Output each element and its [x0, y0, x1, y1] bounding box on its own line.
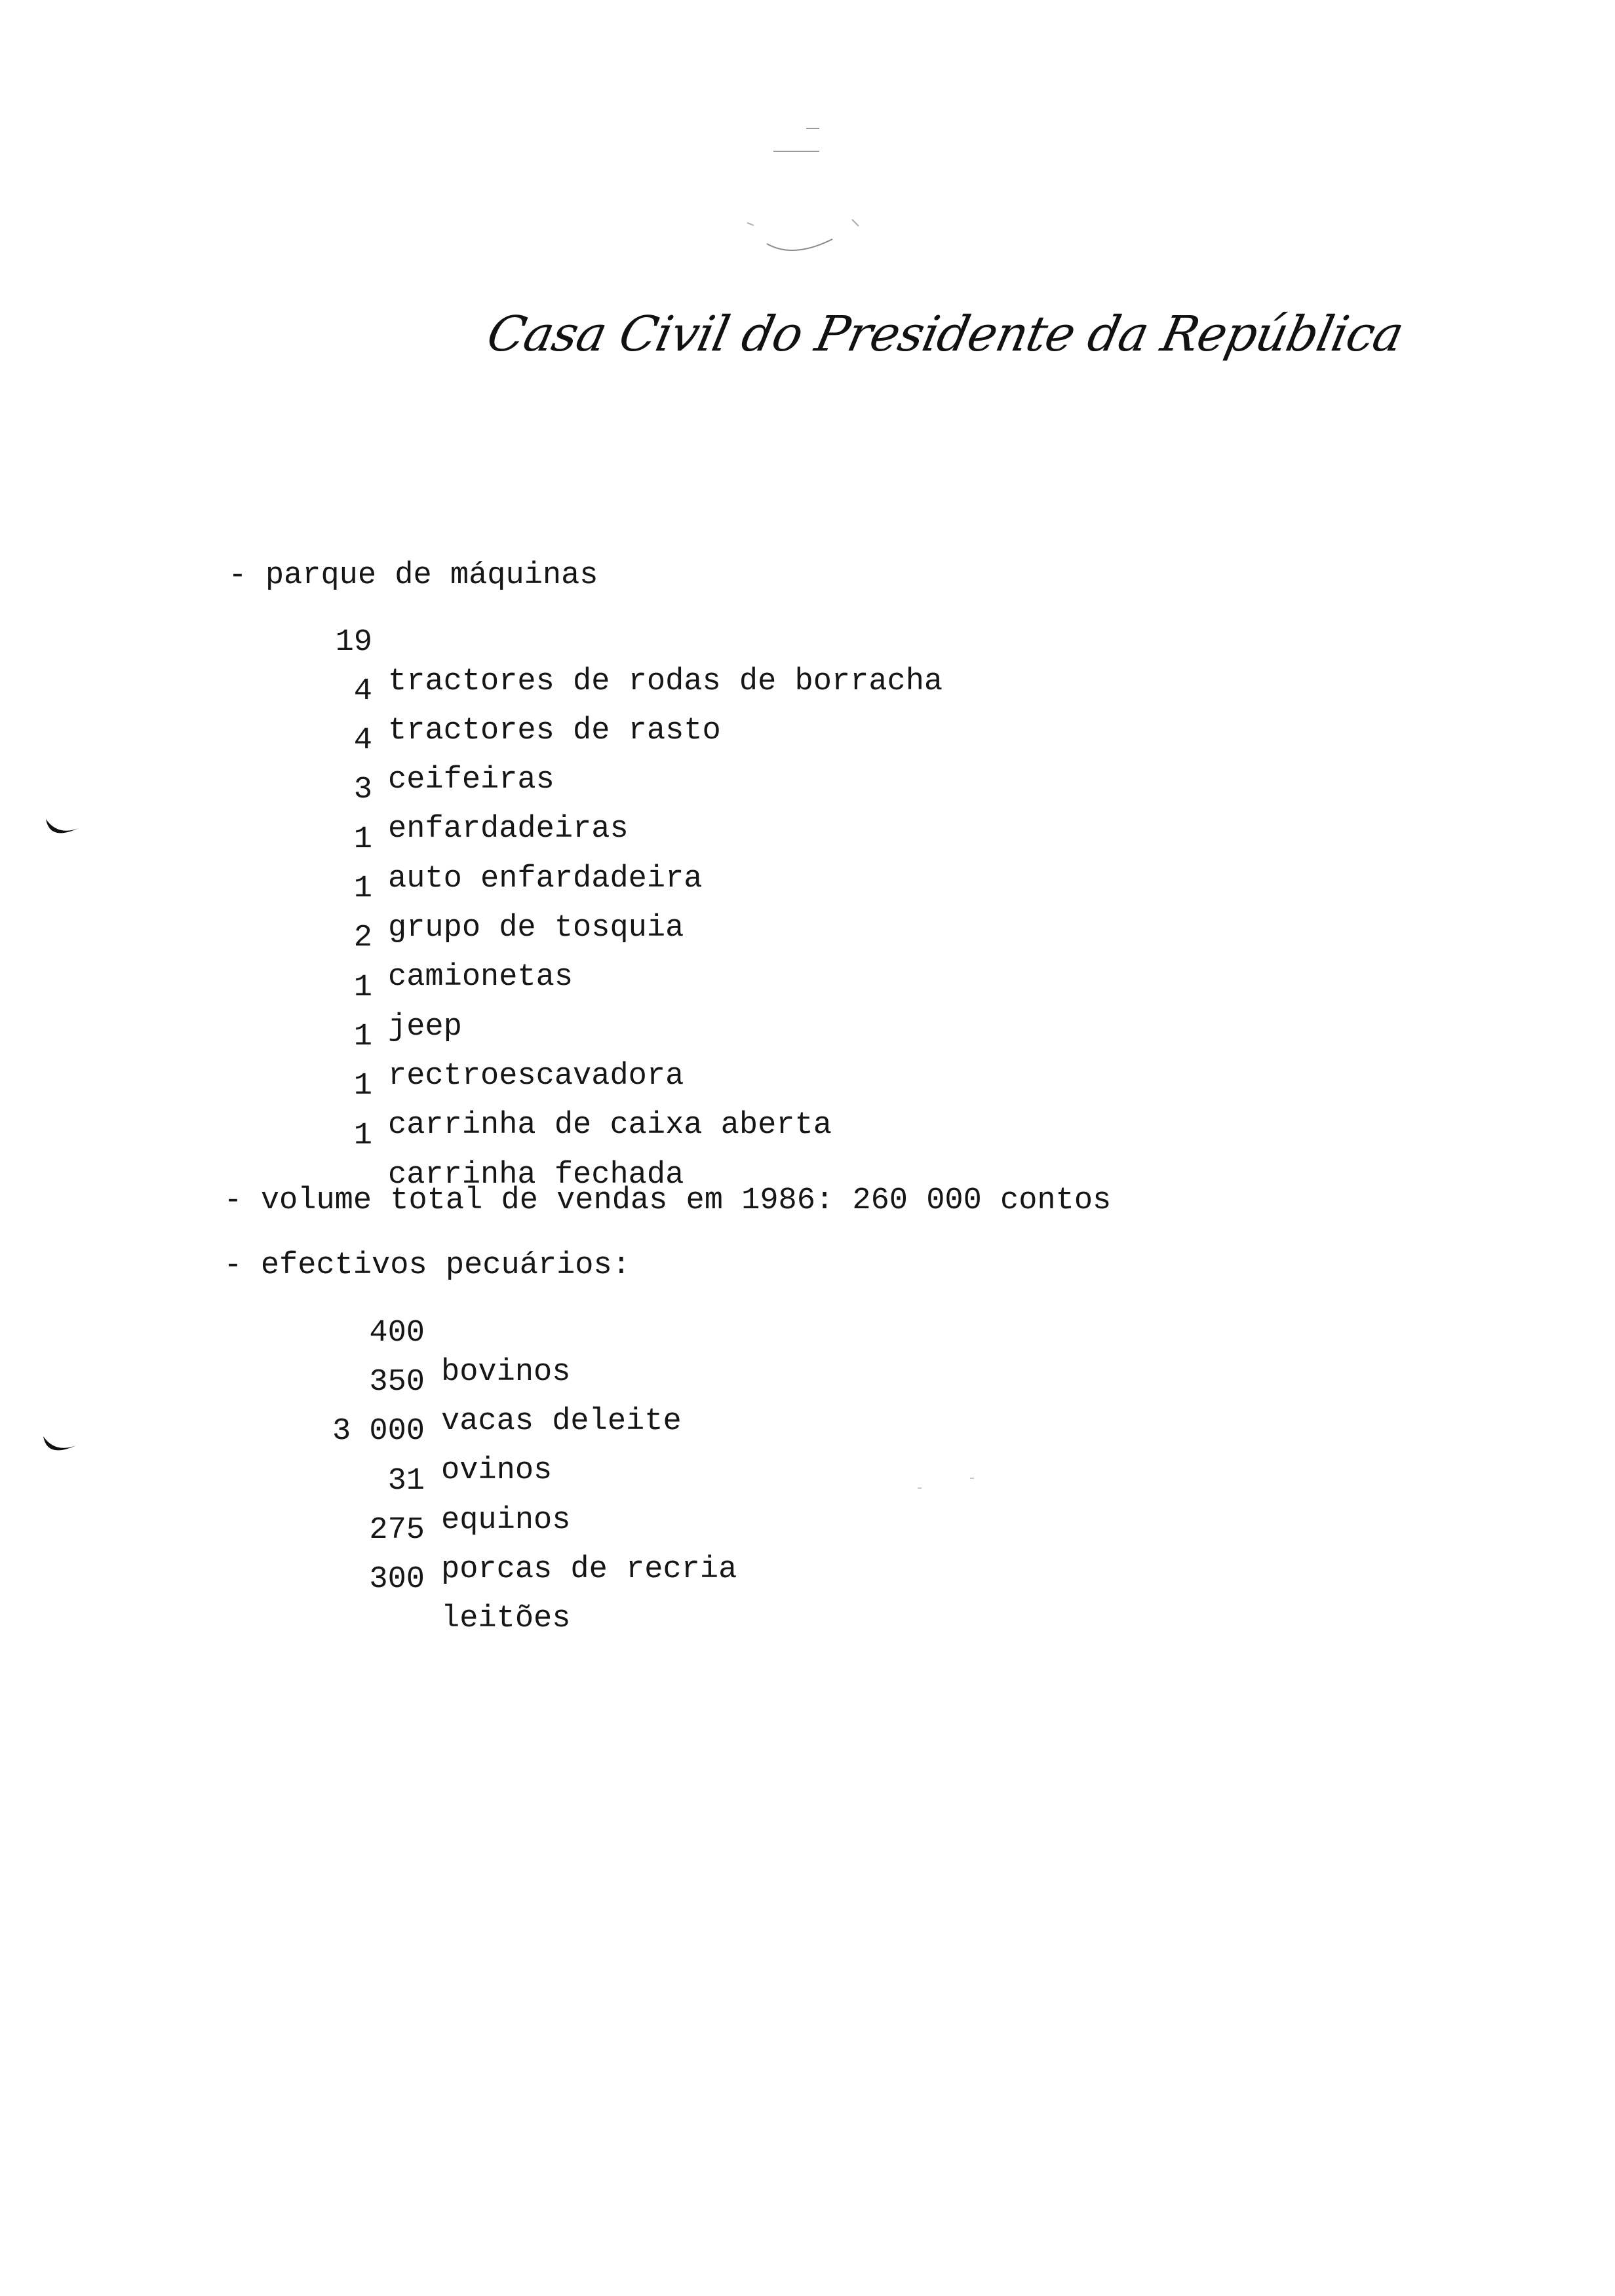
item-label: jeep [388, 1010, 462, 1044]
item-quantity: 4 [353, 674, 372, 709]
section-heading-sales-volume: - volume total de vendas em 1986: 260 000 contos [224, 1183, 1112, 1218]
item-label: tractores de rodas de borracha [388, 664, 943, 699]
item-label: porcas de recria [441, 1552, 737, 1587]
item-quantity: 4 [353, 723, 372, 758]
item-quantity: 1 [353, 822, 372, 857]
item-quantity: 350 [369, 1365, 425, 1400]
seal-trace [741, 210, 872, 262]
scan-mark [773, 151, 819, 152]
item-label: rectroescavadora [388, 1059, 684, 1094]
section-heading-livestock: - efectivos pecuários: [224, 1248, 631, 1283]
item-label: carrinha fechada [388, 1158, 684, 1193]
scan-speck [970, 1478, 974, 1479]
item-quantity: 2 [353, 921, 372, 955]
scan-speck [918, 1487, 922, 1489]
item-label: grupo de tosquia [388, 911, 684, 946]
item-quantity: 19 [335, 625, 372, 660]
item-label: enfardadeiras [388, 812, 629, 847]
item-quantity: 1 [353, 970, 372, 1005]
item-quantity: 275 [369, 1513, 425, 1548]
item-quantity: 3 [353, 773, 372, 807]
item-quantity: 300 [369, 1562, 425, 1597]
item-quantity: 1 [353, 1119, 372, 1153]
section-heading-machinery: - parque de máquinas [228, 558, 598, 593]
item-quantity: 1 [353, 871, 372, 906]
item-quantity: 31 [387, 1464, 425, 1499]
item-quantity: 3 000 [332, 1414, 425, 1449]
item-label: tractores de rasto [388, 714, 721, 748]
item-quantity: 400 [369, 1316, 425, 1350]
item-label: camionetas [388, 960, 574, 995]
item-label: auto enfardadeira [388, 862, 703, 896]
item-label: leitões [441, 1601, 571, 1636]
item-label: vacas deleite [441, 1404, 682, 1439]
item-quantity: 1 [353, 1020, 372, 1054]
list-item [0, 584, 1615, 699]
item-label: bovinos [441, 1355, 571, 1390]
letterhead: Casa Civil do Presidente da República [482, 306, 1409, 362]
item-label: ceifeiras [388, 763, 555, 797]
item-label: carrinha de caixa aberta [388, 1108, 832, 1143]
item-label: ovinos [441, 1453, 553, 1488]
item-label: equinos [441, 1503, 571, 1538]
item-quantity: 1 [353, 1069, 372, 1103]
scan-mark [806, 128, 819, 129]
